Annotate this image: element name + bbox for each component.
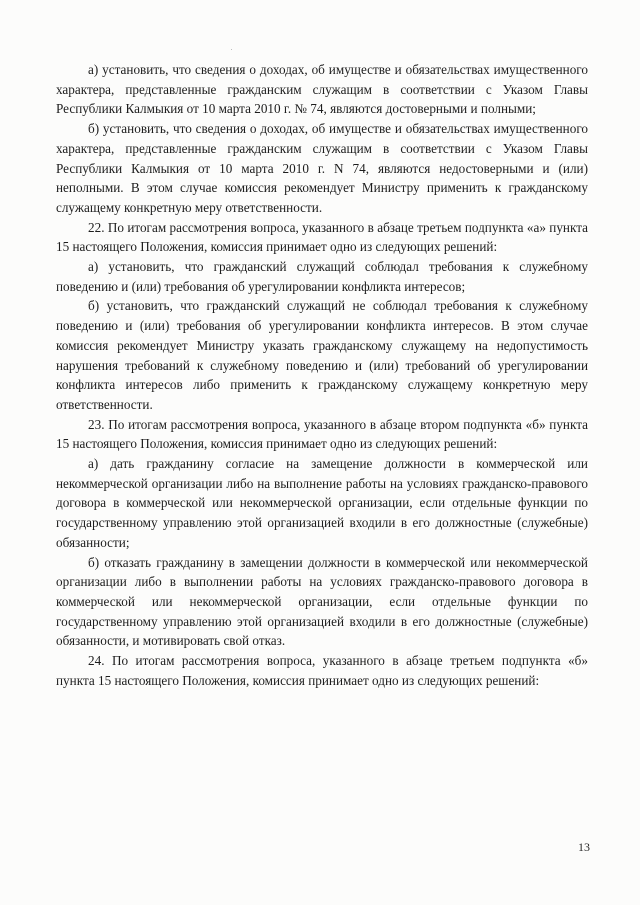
paragraph: 23. По итогам рассмотрения вопроса, указанного в абзаце втором подпункта «б» пункта 15 настоящего Положения, комиссия принимает одно из следующих решений: <box>56 416 588 452</box>
scan-speck <box>231 49 232 50</box>
document-body <box>56 60 588 691</box>
page-number: 13 <box>578 840 590 854</box>
paragraph: а) установить, что сведения о доходах, об имуществе и обязательствах имущественного характера, представленные гражданским служащим в соответствии с Указом Главы Республики Калмыкия от 10 марта 2010 г. № 74, являются достоверными и полными; <box>56 62 588 117</box>
paragraph: б) установить, что гражданский служащий не соблюдал требования к служебному поведению и (или) требования об урегулировании конфликта интересов. В этом случае комиссия рекомендует Министру указать гражданскому служащему на недопустимость нарушения требований к служебному поведению и (или) требований об урегулировании конфликта интересов либо применить к гражданскому служащему конкретную меру ответственности. <box>56 298 588 412</box>
paragraph: а) установить, что гражданский служащий соблюдал требования к служебному поведению и (или) требования об урегулировании конфликта интересов; <box>56 259 588 294</box>
paragraph: б) установить, что сведения о доходах, об имуществе и обязательствах имущественного характера, представленные гражданским служащим в соответствии с Указом Главы Республики Калмыкия от 10 марта 2010 г. N 74, являются недостоверными и (или) неполными. В этом случае комиссия рекомендует Министру применить к гражданскому служащему конкретную меру ответственности. <box>56 121 588 215</box>
paragraph: а) дать гражданину согласие на замещение должности в коммерческой или некоммерческой организации либо на выполнение работы на условиях гражданско-правового договора в коммерческой или некоммерческой организации, если отдельные функции по государственному управлению этой организацией входили в его должностные (служебные) обязанности; <box>56 456 588 550</box>
paragraph: б) отказать гражданину в замещении должности в коммерческой или некоммерческой организации либо в выполнении работы на условиях гражданско-правового договора в коммерческой или некоммерческой организации, если отдельные функции по государственному управлению этой организацией входили в его должностные (служебные) обязанности, и мотивировать свой отказ. <box>56 554 588 649</box>
paragraph: 22. По итогам рассмотрения вопроса, указанного в абзаце третьем подпункта «а» пункта 15 настоящего Положения, комиссия принимает одно из следующих решений: <box>56 219 588 255</box>
paragraph: 24. По итогам рассмотрения вопроса, указанного в абзаце третьем подпункта «б» пункта 15 настоящего Положения, комиссия принимает одно из следующих решений: <box>56 653 588 688</box>
